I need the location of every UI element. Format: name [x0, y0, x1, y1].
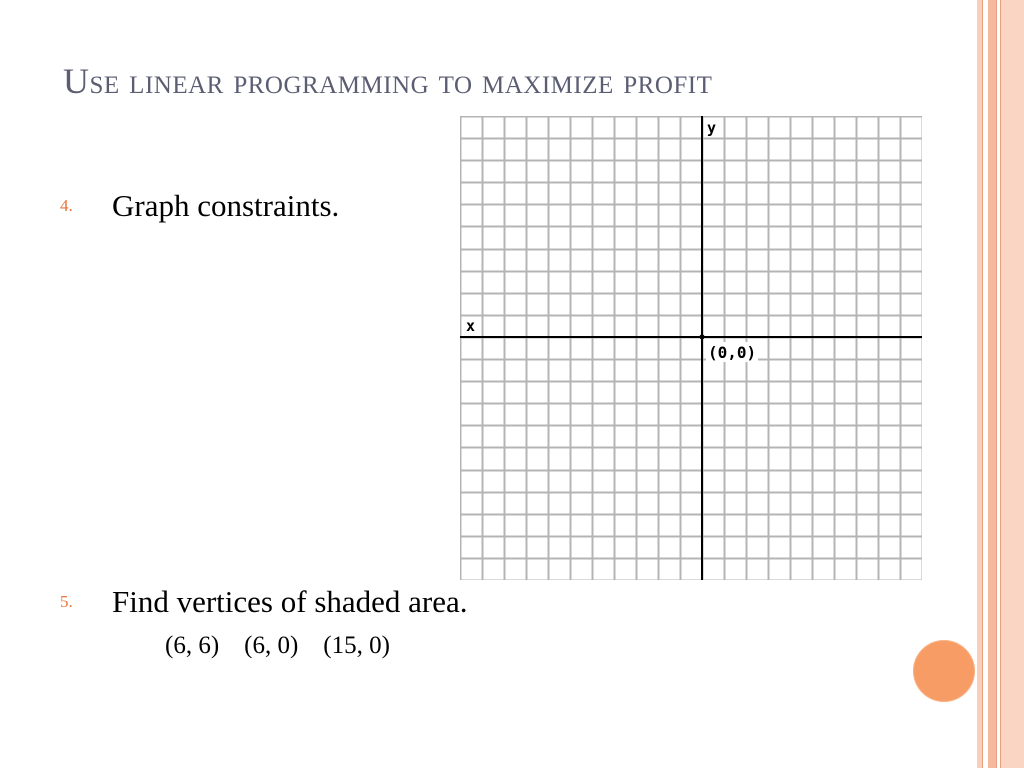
vertices-list: (6, 6) (6, 0) (15, 0) [165, 632, 390, 659]
decor-stripe-line [982, 0, 983, 768]
decor-stripe [1000, 0, 1024, 768]
decor-stripe [988, 0, 996, 768]
step-text: Find vertices of shaded area. [112, 584, 468, 619]
origin-point [700, 334, 705, 339]
decor-stripe-line [1000, 0, 1001, 768]
step-number: 4. [60, 196, 73, 215]
slide-title: Use linear programming to maximize profit [63, 61, 713, 101]
step-item [60, 584, 468, 620]
step-number: 5. [60, 592, 73, 611]
decor-circle [913, 640, 975, 702]
x-axis-label: x [466, 316, 476, 335]
step-item [60, 188, 339, 224]
origin-label: (0,0) [708, 342, 757, 362]
step-text: Graph constraints. [112, 188, 340, 223]
y-axis-label: y [707, 119, 717, 137]
coordinate-grid-svg [460, 116, 922, 580]
decor-stripe-line [996, 0, 997, 768]
coordinate-grid [460, 116, 922, 585]
